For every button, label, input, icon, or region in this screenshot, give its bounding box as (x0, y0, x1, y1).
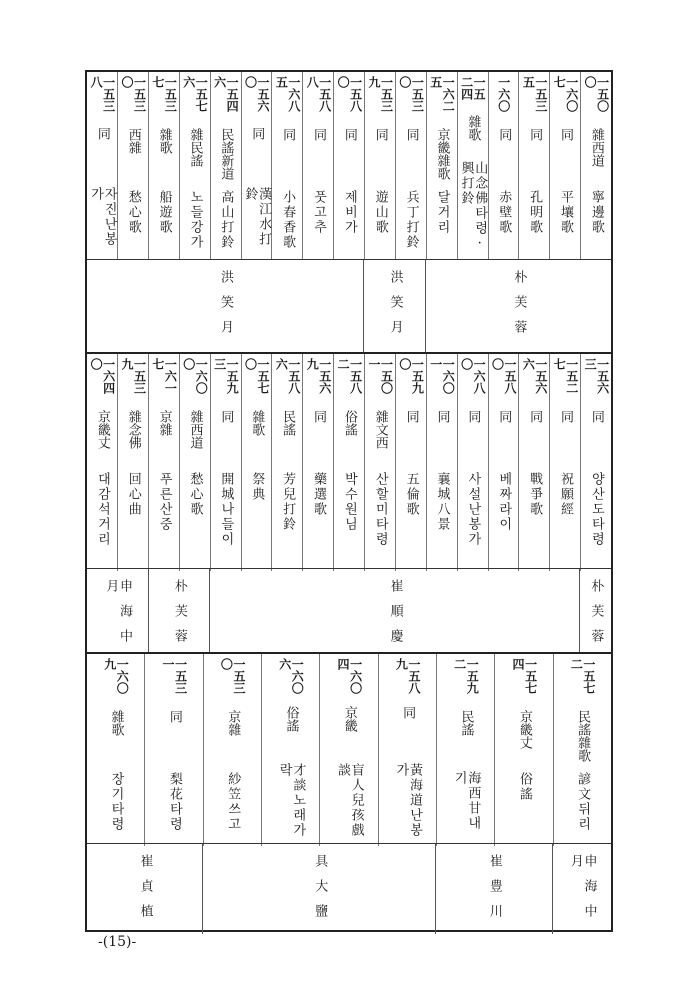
record-genre: 同 (311, 410, 326, 423)
record-genre: 同 (166, 710, 182, 723)
record-title: 愁心歌 (125, 190, 141, 235)
record-number: 一五八〇 (336, 76, 363, 112)
record-title: 才談노래가락 (276, 763, 306, 839)
record-entry (149, 354, 180, 571)
record-number: 一六四〇 (89, 358, 116, 394)
performer-credit (87, 569, 149, 654)
performer-name: 崔貞植 (137, 854, 153, 929)
record-genre: 同 (341, 128, 357, 141)
record-entry (320, 654, 378, 846)
record-number: 一六〇 (496, 76, 511, 112)
record-entry (180, 72, 211, 260)
record-genre: 同 (403, 410, 419, 423)
record-entry (581, 72, 611, 260)
record-number: 一五八二 (336, 358, 363, 394)
record-title: 山念佛타령·興打鈴 (458, 161, 488, 254)
record-entry (365, 72, 396, 260)
record-genre: 京畿 (341, 706, 357, 733)
record-title: 사설난봉가 (465, 472, 481, 547)
record-title: 祝願經 (558, 472, 573, 517)
record-title: 五倫歌 (403, 472, 419, 517)
performer-name: 朴芙蓉 (511, 270, 527, 345)
record-number: 一五〇一 (366, 358, 394, 394)
record-number: 一五三一 (161, 658, 188, 694)
record-title: 藥選歌 (311, 472, 326, 517)
record-genre: 同 (496, 128, 512, 141)
record-title: 盲人兒孩戲談 (335, 763, 364, 839)
performer-name: 申海中月 (567, 854, 597, 929)
record-genre: 同 (94, 126, 110, 140)
record-entry (211, 354, 242, 571)
record-genre: 同 (403, 128, 419, 141)
record-entry (118, 72, 149, 260)
record-title: 俗謠 (516, 772, 532, 802)
record-genre: 民謠雜歌 (575, 710, 591, 762)
record-entry (396, 72, 427, 260)
record-genre: 同 (400, 706, 416, 720)
record-genre: 雜歌 (465, 115, 481, 142)
record-number: 一五七二 (569, 658, 596, 694)
record-number: 一五三〇 (119, 76, 147, 112)
record-number: 一六〇七 (552, 76, 579, 112)
performer-credit (203, 844, 436, 934)
record-genre: 同 (434, 410, 450, 423)
record-genre: 民謠新道 (218, 128, 234, 180)
record-number: 一六一七 (150, 358, 178, 394)
record-genre: 雜歌 (249, 410, 265, 436)
record-title: 赤壁歌 (496, 190, 512, 235)
band-1-columns (87, 72, 611, 260)
record-genre: 民謠 (458, 709, 474, 736)
record-entry (437, 654, 495, 846)
record-entry (87, 72, 118, 260)
record-number: 一五三〇 (397, 76, 425, 112)
record-genre: 同 (496, 410, 512, 423)
catalog-frame (85, 70, 613, 932)
record-genre: 俗謠 (341, 410, 357, 436)
record-title: 愁心歌 (187, 472, 203, 517)
performer-credit (426, 260, 611, 352)
performer-name: 崔順慶 (387, 579, 403, 654)
record-number: 一五二七 (552, 358, 579, 394)
record-title: 산할미타령 (372, 472, 388, 547)
record-entry (272, 354, 303, 571)
record-entry (550, 354, 581, 571)
performer-credit (580, 569, 611, 654)
performer-credit (553, 844, 611, 934)
record-number: 一五八八 (305, 76, 332, 112)
record-title: 紗笠쓰고 (225, 772, 241, 832)
record-title: 黃海道난봉가 (393, 763, 422, 839)
record-entry (204, 654, 262, 846)
record-title: 回心曲 (125, 472, 141, 517)
record-title: 노들강가 (187, 190, 203, 250)
record-entry (211, 72, 242, 260)
record-genre: 同 (588, 410, 604, 423)
record-title: 寧邊歌 (588, 190, 604, 235)
record-number: 一五七〇 (243, 358, 271, 394)
record-number: 一五三八 (89, 76, 116, 112)
record-title: 漢江水打鈴 (242, 187, 272, 248)
record-title: 풋고추 (311, 190, 326, 235)
record-entry (334, 72, 365, 260)
record-title: 梨花타령 (166, 772, 182, 832)
performer-credit (210, 569, 580, 654)
record-entry (242, 72, 273, 260)
record-genre: 同 (465, 410, 481, 423)
record-title: 대감석거리 (94, 472, 110, 547)
record-entry (272, 72, 303, 260)
record-entry (180, 354, 211, 571)
record-entry (87, 354, 118, 571)
record-title: 양산도타령 (588, 472, 604, 547)
record-title: 제비가 (341, 190, 357, 235)
record-genre: 京畿丈 (94, 410, 110, 449)
record-number: 一五二四 (459, 76, 487, 100)
performer-credit (436, 844, 552, 934)
band-3-credits (87, 843, 611, 934)
record-number: 一六八〇 (459, 358, 487, 394)
row-band-3 (87, 652, 611, 934)
record-title: 小春香歌 (280, 190, 296, 250)
record-genre: 同 (249, 126, 265, 140)
record-entry (489, 72, 520, 260)
record-title: 孔明歌 (527, 190, 543, 235)
record-entry (489, 354, 520, 571)
record-entry (550, 72, 581, 260)
record-number: 一六二五 (428, 76, 456, 112)
record-number: 一五七六 (181, 76, 209, 112)
record-genre: 同 (372, 128, 388, 141)
record-number: 一五三五 (521, 76, 548, 112)
performer-name: 崔豊川 (486, 854, 502, 929)
record-genre: 同 (527, 128, 543, 141)
record-entry (365, 354, 396, 571)
record-number: 一五六六 (521, 358, 548, 394)
record-number: 一五六九 (305, 358, 332, 394)
record-number: 一五三七 (150, 76, 178, 112)
record-number: 一六八五 (274, 76, 301, 112)
record-title: 高山打鈴 (218, 190, 234, 250)
record-entry (379, 654, 437, 846)
record-title: 諺文뒤리 (575, 772, 591, 832)
record-entry (87, 654, 145, 846)
record-title: 장기타령 (108, 772, 124, 832)
band-2-credits (87, 568, 611, 654)
record-number: 一五三〇 (219, 658, 246, 694)
record-entry (145, 654, 203, 846)
record-number: 一五九二 (452, 658, 480, 694)
record-entry (149, 72, 180, 260)
record-genre: 同 (558, 128, 573, 141)
record-number: 一五四六 (212, 76, 240, 112)
record-genre: 雜歌 (156, 128, 172, 154)
record-entry (427, 354, 458, 571)
record-title: 자진난봉가 (88, 187, 117, 248)
record-title: 海西甘내기 (451, 771, 481, 832)
record-title: 平壤歌 (558, 190, 573, 235)
record-number: 一五九〇 (397, 358, 425, 394)
record-title: 襄城八景 (434, 472, 450, 532)
record-number: 一五六三 (583, 358, 610, 394)
record-genre: 京畿雜歌 (434, 128, 450, 180)
record-entry (519, 354, 550, 571)
record-number: 一五七四 (511, 658, 538, 694)
record-number: 一六〇九 (102, 658, 130, 694)
record-number: 一五六〇 (243, 76, 271, 112)
record-number: 一五八六 (274, 358, 301, 394)
record-genre: 雜文西 (372, 410, 388, 449)
record-number: 一六〇六 (277, 658, 305, 694)
record-title: 베짜라이 (496, 472, 512, 532)
record-genre: 雜西道 (588, 128, 604, 167)
record-number: 一六〇〇 (181, 358, 209, 394)
record-title: 祭典 (249, 472, 265, 502)
record-entry (581, 354, 611, 571)
record-entry (495, 654, 553, 846)
record-genre: 同 (280, 128, 296, 141)
performer-name: 朴芙蓉 (171, 579, 187, 654)
record-number: 一五三九 (366, 76, 394, 112)
record-genre: 同 (218, 410, 234, 423)
record-genre: 西雜 (125, 128, 141, 154)
record-title: 푸른산중 (156, 472, 172, 532)
record-entry (262, 654, 320, 846)
record-genre: 雜念佛 (125, 410, 141, 449)
record-entry (242, 354, 273, 571)
record-number: 一五八九 (394, 658, 421, 694)
record-entry (458, 72, 489, 260)
performer-credit (149, 569, 211, 654)
band-1-credits (87, 259, 611, 352)
record-genre: 同 (527, 410, 543, 423)
record-genre: 同 (311, 128, 326, 141)
record-genre: 京雜 (225, 710, 241, 736)
record-entry (396, 354, 427, 571)
record-entry (118, 354, 149, 571)
record-entry (303, 354, 334, 571)
record-title: 船遊歌 (156, 190, 172, 235)
band-2-columns (87, 354, 611, 571)
record-genre: 京雜 (156, 410, 172, 436)
record-title: 戰爭歌 (527, 472, 543, 517)
page-number: -(15)- (98, 934, 137, 950)
record-number: 一六〇四 (336, 658, 363, 694)
record-title: 開城나들이 (218, 472, 234, 547)
record-entry (334, 354, 365, 571)
performer-name: 朴芙蓉 (588, 579, 604, 654)
record-genre: 俗謠 (283, 706, 299, 733)
record-title: 兵丁打鈴 (403, 190, 419, 250)
record-entry (519, 72, 550, 260)
record-number: 一五三九 (119, 358, 147, 394)
record-genre: 民謠 (280, 410, 296, 436)
record-genre: 雜西道 (187, 410, 203, 449)
performer-name: 申海中月 (103, 579, 132, 654)
performer-credit (364, 260, 426, 352)
performer-credit (87, 260, 364, 352)
record-number: 一五九三 (212, 358, 240, 394)
performer-name: 具大鹽 (312, 854, 328, 929)
record-number: 一五〇〇 (583, 76, 610, 112)
record-title: 달거리 (434, 190, 450, 235)
record-title: 芳兒打鈴 (280, 472, 296, 532)
row-band-2 (87, 352, 611, 654)
band-3-columns (87, 654, 611, 846)
record-entry (458, 354, 489, 571)
record-genre: 雜民謠 (187, 128, 203, 167)
record-entry (303, 72, 334, 260)
record-genre: 雜歌 (108, 710, 124, 736)
record-title: 박수원님 (341, 472, 357, 532)
record-entry (554, 654, 611, 846)
record-genre: 京畿丈 (516, 710, 532, 749)
performer-credit (87, 844, 203, 934)
row-band-1 (87, 72, 611, 352)
record-number: 一五八〇 (490, 358, 518, 394)
performer-name: 洪笑月 (387, 270, 403, 345)
record-genre: 同 (558, 410, 573, 423)
performer-name: 洪笑月 (218, 270, 234, 345)
record-title: 遊山歌 (372, 190, 388, 235)
record-number: 一六〇一 (428, 358, 456, 394)
record-entry (427, 72, 458, 260)
